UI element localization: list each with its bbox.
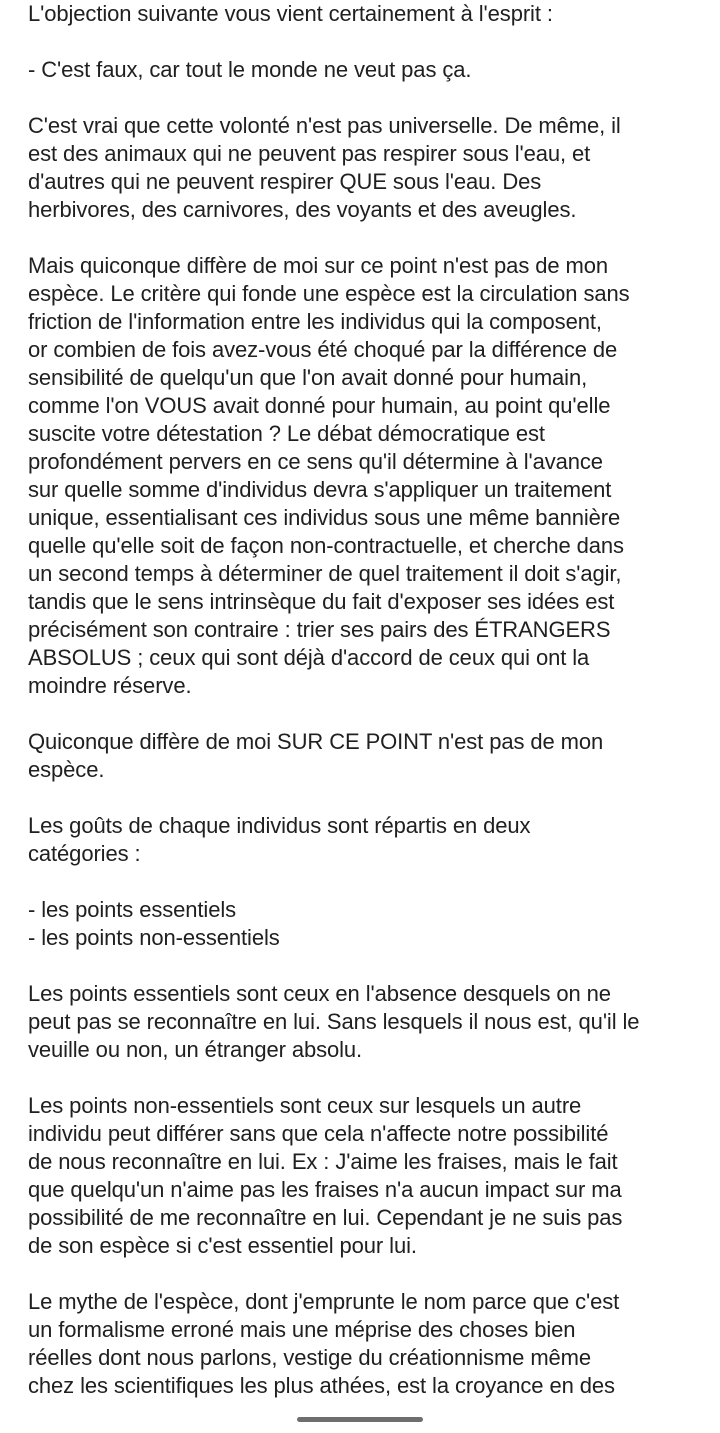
paragraph-spacer	[28, 1064, 696, 1092]
text-line: - C'est faux, car tout le monde ne veut pas ça.	[28, 57, 472, 82]
paragraph-spacer	[28, 224, 696, 252]
text-line: d'autres qui ne peuvent respirer QUE sous l'eau. Des	[28, 169, 542, 194]
text-line: espèce.	[28, 757, 105, 782]
paragraph-spacer	[28, 84, 696, 112]
text-line: réelles dont nous parlons, vestige du créationnisme même	[28, 1345, 592, 1370]
paragraph	[28, 1092, 696, 1260]
text-line: Les goûts de chaque individus sont répartis en deux	[28, 813, 531, 838]
text-line: chez les scientifiques les plus athées, est la croyance en des	[28, 1373, 615, 1398]
article-body	[28, 0, 696, 1400]
text-line: moindre réserve.	[28, 673, 192, 698]
text-line: tandis que le sens intrinsèque du fait d'exposer ses idées est	[28, 589, 615, 614]
text-line: que quelqu'un n'aime pas les fraises n'a aucun impact sur ma	[28, 1177, 622, 1202]
text-line: veuille ou non, un étranger absolu.	[28, 1037, 363, 1062]
text-line: un second temps à déterminer de quel traitement il doit s'agir,	[28, 561, 622, 586]
text-line: or combien de fois avez-vous été choqué par la différence de	[28, 337, 618, 362]
text-line: - les points non-essentiels	[28, 925, 280, 950]
text-line: - les points essentiels	[28, 897, 237, 922]
paragraph-spacer	[28, 1260, 696, 1288]
text-line: individu peut différer sans que cela n'affecte notre possibilité	[28, 1121, 609, 1146]
text-line: ABSOLUS ; ceux qui sont déjà d'accord de ceux qui ont la	[28, 645, 590, 670]
text-line: profondément pervers en ce sens qu'il détermine à l'avance	[28, 449, 603, 474]
text-line: catégories :	[28, 841, 141, 866]
paragraph	[28, 56, 696, 84]
paragraph	[28, 1288, 696, 1400]
text-line: Le mythe de l'espèce, dont j'emprunte le nom parce que c'est	[28, 1289, 620, 1314]
text-line: possibilité de me reconnaître en lui. Cependant je ne suis pas	[28, 1205, 623, 1230]
paragraph-spacer	[28, 784, 696, 812]
paragraph-spacer	[28, 28, 696, 56]
text-line: espèce. Le critère qui fonde une espèce est la circulation sans	[28, 281, 630, 306]
text-line: de son espèce si c'est essentiel pour lui.	[28, 1233, 417, 1258]
text-line: herbivores, des carnivores, des voyants et des aveugles.	[28, 197, 577, 222]
paragraph	[28, 112, 696, 224]
home-indicator-bar[interactable]	[297, 1417, 423, 1422]
text-line: est des animaux qui ne peuvent pas respirer sous l'eau, et	[28, 141, 591, 166]
text-line: sensibilité de quelqu'un que l'on avait donné pour humain,	[28, 365, 588, 390]
text-line: Les points essentiels sont ceux en l'absence desquels on ne	[28, 981, 611, 1006]
text-line: Les points non-essentiels sont ceux sur lesquels un autre	[28, 1093, 582, 1118]
text-line: L'objection suivante vous vient certainement à l'esprit :	[28, 1, 553, 26]
text-line: C'est vrai que cette volonté n'est pas universelle. De même, il	[28, 113, 621, 138]
text-line: comme l'on VOUS avait donné pour humain, au point qu'elle	[28, 393, 611, 418]
text-line: unique, essentialisant ces individus sous une même bannière	[28, 505, 621, 530]
text-line: précisément son contraire : trier ses pairs des ÉTRANGERS	[28, 617, 611, 642]
text-line: un formalisme erroné mais une méprise des choses bien	[28, 1317, 576, 1342]
paragraph-spacer	[28, 700, 696, 728]
text-line: Quiconque diffère de moi SUR CE POINT n'est pas de mon	[28, 729, 604, 754]
paragraph	[28, 896, 696, 952]
paragraph	[28, 728, 696, 784]
text-line: sur quelle somme d'individus devra s'appliquer un traitement	[28, 477, 612, 502]
paragraph	[28, 252, 696, 700]
text-line: suscite votre détestation ? Le débat démocratique est	[28, 421, 545, 446]
text-line: peut pas se reconnaître en lui. Sans lesquels il nous est, qu'il le	[28, 1009, 640, 1034]
paragraph	[28, 812, 696, 868]
text-line: de nous reconnaître en lui. Ex : J'aime les fraises, mais le fait	[28, 1149, 618, 1174]
text-line: friction de l'information entre les individus qui la composent,	[28, 309, 602, 334]
paragraph-spacer	[28, 952, 696, 980]
text-line: quelle qu'elle soit de façon non-contractuelle, et cherche dans	[28, 533, 624, 558]
text-line: Mais quiconque diffère de moi sur ce point n'est pas de mon	[28, 253, 609, 278]
paragraph	[28, 0, 696, 28]
paragraph	[28, 980, 696, 1064]
paragraph-spacer	[28, 868, 696, 896]
